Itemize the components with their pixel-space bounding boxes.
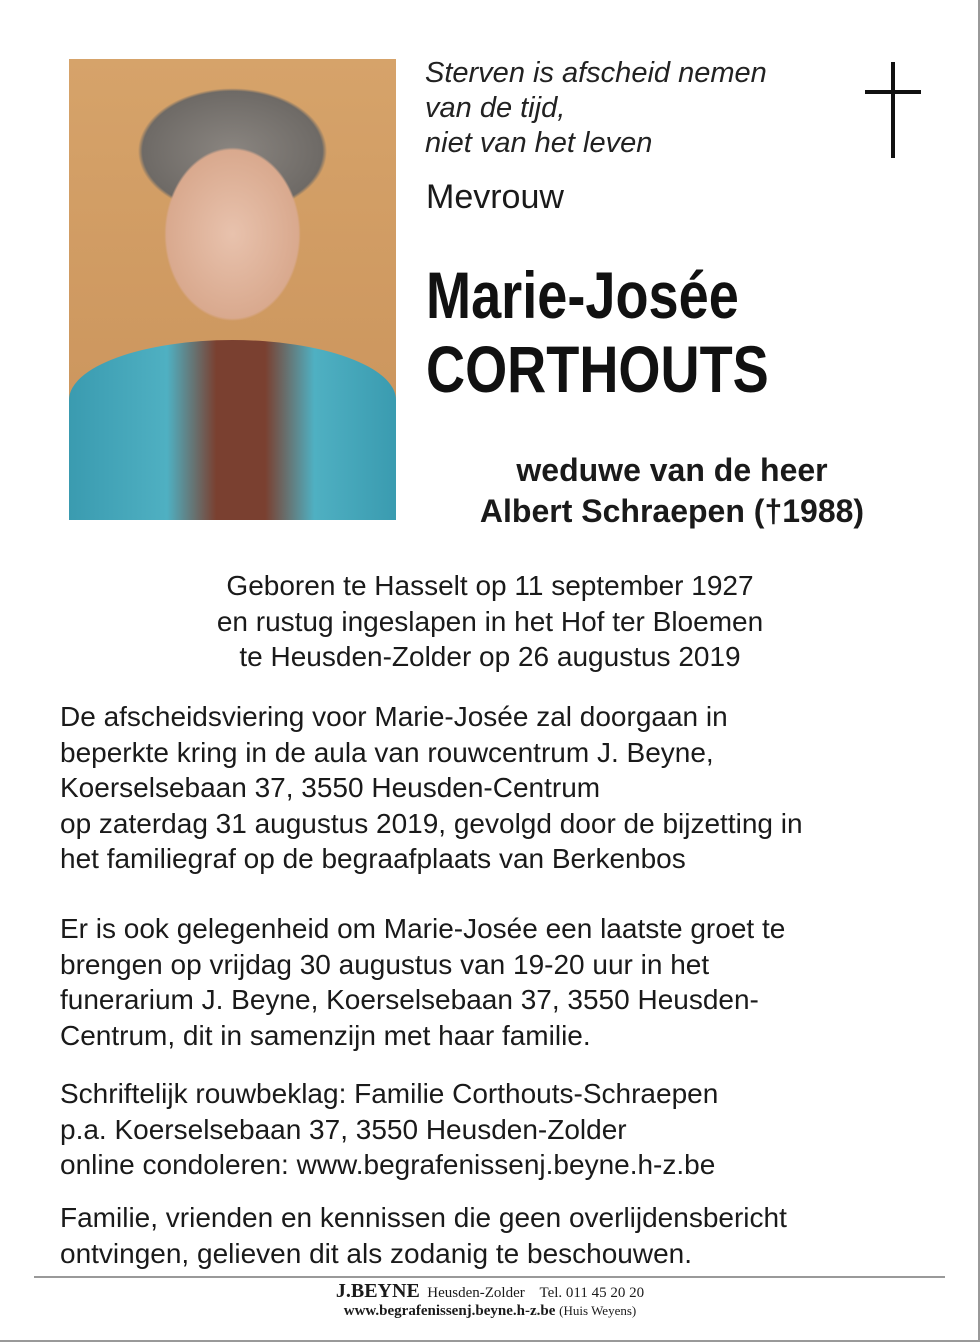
deceased-name [426, 258, 769, 406]
funeral-home-phone: Tel. 011 45 20 20 [539, 1285, 645, 1301]
portrait-photo [69, 59, 396, 520]
funeral-home-url[interactable]: www.begrafenissenj.beyne.h-z.be [343, 1303, 556, 1319]
born-line: te Heusden-Zolder op 26 augustus 2019 [239, 641, 741, 672]
visit-paragraph [60, 911, 785, 1053]
born-line: Geboren te Hasselt op 11 september 1927 [226, 570, 754, 601]
quote [425, 56, 767, 161]
contact-paragraph [60, 1076, 718, 1183]
text-line: p.a. Koerselsebaan 37, 3550 Heusden-Zolder [60, 1113, 627, 1145]
condolence-link[interactable]: online condoleren: www.begrafenissenj.beyne.h-z.be [60, 1149, 716, 1180]
funeral-home-place: Heusden-Zolder [427, 1285, 525, 1301]
quote-line: van de tijd, [425, 92, 566, 124]
text-line: Schriftelijk rouwbeklag: Familie Corthouts-Schraepen [60, 1078, 719, 1109]
widow-line: weduwe van de heer [516, 452, 828, 488]
first-name: Marie-Josée [426, 258, 739, 332]
text-line: Er is ook gelegenheid om Marie-Josée een laatste groet te [60, 913, 786, 944]
ceremony-paragraph [60, 699, 803, 877]
text-line: Familie, vrienden en kennissen die geen overlijdensbericht [60, 1202, 787, 1233]
text-line: De afscheidsviering voor Marie-Josée zal doorgaan in [60, 701, 728, 732]
last-name: CORTHOUTS [426, 332, 769, 406]
funeral-home-brand: J.BEYNE [335, 1280, 420, 1302]
widow-of [420, 450, 924, 532]
text-line: op zaterdag 31 augustus 2019, gevolgd door de bijzetting in [60, 807, 803, 839]
widow-line: Albert Schraepen (†1988) [479, 493, 865, 529]
text-line: ontvingen, gelieven dit als zodanig te beschouwen. [60, 1237, 692, 1269]
quote-line: niet van het leven [425, 127, 653, 159]
text-line: het familiegraf op de begraafplaats van Berkenbos [60, 843, 686, 874]
footer [0, 1281, 980, 1320]
footer-divider [34, 1276, 945, 1278]
text-line: Koerselsebaan 37, 3550 Heusden-Centrum [60, 772, 601, 803]
closing-paragraph [60, 1200, 787, 1271]
text-line: brengen op vrijdag 30 augustus van 19-20 uur in het [60, 948, 710, 980]
funeral-home-house: (Huis Weyens) [559, 1303, 637, 1318]
born-line: en rustug ingeslapen in het Hof ter Bloemen [216, 605, 764, 637]
cross-icon [865, 62, 921, 158]
birth-death-info [0, 568, 980, 675]
text-line: funerarium J. Beyne, Koerselsebaan 37, 3550 Heusden- [60, 984, 759, 1015]
quote-line: Sterven is afscheid nemen [425, 57, 767, 89]
title: Mevrouw [426, 178, 564, 216]
text-line: beperkte kring in de aula van rouwcentrum J. Beyne, [60, 736, 714, 768]
text-line: Centrum, dit in samenzijn met haar familie. [60, 1019, 591, 1051]
